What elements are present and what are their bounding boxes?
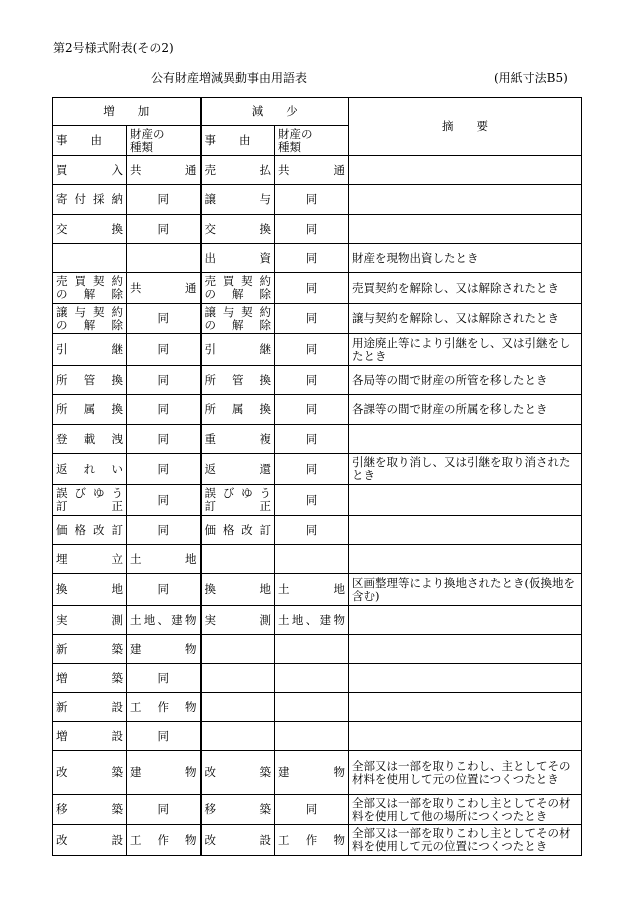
decrease-reason-cell	[201, 273, 275, 304]
reason-text-line: 移 築	[204, 802, 271, 816]
summary-cell	[349, 606, 582, 635]
decrease-reason-cell	[201, 545, 275, 574]
table-row	[53, 693, 582, 722]
kind-text: 土 地 、 建 物	[278, 612, 345, 627]
increase-kind-cell	[127, 751, 201, 795]
increase-kind-cell	[127, 606, 201, 635]
increase-kind-cell: 同	[127, 485, 201, 516]
reason-text-line: 返 れ い	[56, 461, 123, 476]
increase-reason-cell	[53, 366, 127, 395]
kind-label-line1: 財産の	[278, 126, 313, 141]
decrease-kind-cell	[275, 574, 349, 606]
reason-text-line: 所 管 換	[204, 372, 271, 387]
reason-text-line: 返 還	[204, 461, 271, 476]
decrease-kind-cell: 同	[275, 304, 349, 334]
table-row	[53, 825, 582, 856]
decrease-reason-cell	[201, 334, 275, 366]
decrease-reason-cell	[201, 185, 275, 215]
table-row	[53, 215, 582, 244]
reason-text-line: の 解 除	[204, 317, 271, 332]
reason-text-line: 寄 付 採 納	[56, 192, 123, 206]
reason-text-line: 新 設	[56, 699, 123, 714]
increase-kind-cell: 同	[127, 425, 201, 454]
summary-cell: 用途廃止等により引継をし、又は引継をしたとき	[349, 334, 582, 366]
increase-reason-cell	[53, 244, 127, 273]
table-row	[53, 244, 582, 273]
table-row	[53, 185, 582, 215]
kind-label-line2: 種類	[130, 139, 153, 154]
table-row	[53, 485, 582, 516]
increase-kind-cell	[127, 693, 201, 722]
reason-text-line: 換 地	[56, 582, 123, 596]
kind-text: 土 地	[278, 582, 345, 596]
summary-cell	[349, 693, 582, 722]
summary-cell	[349, 664, 582, 693]
table-row	[53, 574, 582, 606]
decrease-kind-cell: 同	[275, 395, 349, 425]
reason-text-line: 換 地	[204, 582, 271, 596]
table-row	[53, 795, 582, 825]
form-number: 第2号様式附表(その2)	[53, 41, 174, 55]
decrease-kind-cell: 同	[275, 795, 349, 825]
decrease-kind-cell	[275, 156, 349, 185]
increase-kind-cell	[127, 635, 201, 664]
increase-kind-cell: 同	[127, 185, 201, 215]
decrease-reason-cell	[201, 304, 275, 334]
summary-header: 摘 要	[349, 98, 582, 156]
decrease-kind-cell: 同	[275, 454, 349, 485]
summary-cell: 区画整理等により換地されたとき(仮換地を含む)	[349, 574, 582, 606]
increase-reason-cell	[53, 825, 127, 856]
increase-reason-cell	[53, 334, 127, 366]
increase-kind-cell: 同	[127, 516, 201, 545]
kind-text: 建 物	[130, 641, 197, 656]
increase-reason-cell	[53, 485, 127, 516]
decrease-reason-cell	[201, 722, 275, 751]
kind-text: 土 地 、 建 物	[130, 612, 197, 627]
table-row	[53, 751, 582, 795]
increase-kind-cell	[127, 825, 201, 856]
table-row	[53, 425, 582, 454]
reason-text-line: 実 測	[204, 612, 271, 627]
table-row	[53, 722, 582, 751]
reason-text-line: 改 築	[204, 765, 271, 779]
reason-text-line: 重 複	[204, 431, 271, 446]
decrease-kind-cell: 同	[275, 244, 349, 273]
reason-text-line: 訂 正	[56, 499, 123, 513]
decrease-reason-cell	[201, 606, 275, 635]
summary-cell: 財産を現物出資したとき	[349, 244, 582, 273]
reason-text-line: 買 入	[56, 162, 123, 177]
decrease-reason-cell	[201, 156, 275, 185]
reason-text-line: 交 換	[204, 221, 271, 236]
kind-text: 共 通	[278, 162, 345, 177]
reason-text-line: 譲 与 契 約	[56, 304, 123, 319]
increase-kind-cell: 同	[127, 366, 201, 395]
decrease-kind-cell	[275, 751, 349, 795]
summary-cell	[349, 425, 582, 454]
terms-table-body	[53, 156, 582, 856]
reason-text-line: 移 築	[56, 802, 123, 816]
decrease-kind-cell	[275, 722, 349, 751]
kind-text: 建 物	[278, 765, 345, 779]
kind-text: 建 物	[130, 765, 197, 779]
reason-text-line: 誤 び ゆ う	[204, 486, 271, 500]
decrease-reason-cell	[201, 635, 275, 664]
decrease-reason-header	[201, 126, 275, 156]
summary-cell	[349, 185, 582, 215]
reason-text-line: 埋 立	[56, 551, 123, 566]
increase-kind-cell: 同	[127, 664, 201, 693]
summary-cell	[349, 722, 582, 751]
increase-kind-cell	[127, 244, 201, 273]
kind-text: 工 作 物	[130, 832, 197, 847]
kind-text: 共 通	[130, 162, 197, 177]
decrease-reason-cell	[201, 366, 275, 395]
summary-cell	[349, 485, 582, 516]
summary-cell	[349, 215, 582, 244]
increase-reason-cell	[53, 722, 127, 751]
summary-cell: 譲与契約を解除し、又は解除されたとき	[349, 304, 582, 334]
kind-text: 共 通	[130, 280, 197, 295]
increase-reason-cell	[53, 304, 127, 334]
increase-kind-cell	[127, 273, 201, 304]
reason-text-line: 引 継	[56, 342, 123, 356]
kind-label-line1: 財産の	[130, 126, 165, 141]
increase-reason-cell	[53, 664, 127, 693]
table-row	[53, 395, 582, 425]
increase-reason-cell	[53, 516, 127, 545]
reason-label: 事 由	[204, 133, 251, 147]
decrease-reason-cell	[201, 751, 275, 795]
table-row	[53, 606, 582, 635]
increase-kind-cell	[127, 156, 201, 185]
summary-cell: 売買契約を解除し、又は解除されたとき	[349, 273, 582, 304]
table-row	[53, 664, 582, 693]
decrease-kind-cell: 同	[275, 425, 349, 454]
reason-text-line: 登 載 洩	[56, 431, 123, 446]
summary-cell: 各課等の間で財産の所属を移したとき	[349, 395, 582, 425]
increase-kind-cell: 同	[127, 395, 201, 425]
decrease-kind-cell	[275, 825, 349, 856]
decrease-kind-header	[275, 126, 349, 156]
decrease-kind-cell: 同	[275, 485, 349, 516]
increase-kind-cell: 同	[127, 215, 201, 244]
increase-kind-header	[127, 126, 201, 156]
reason-text-line: の 解 除	[56, 287, 123, 301]
reason-text-line: 所 属 換	[204, 402, 271, 416]
increase-header: 増 加	[53, 98, 201, 126]
decrease-reason-cell	[201, 425, 275, 454]
reason-text-line: 出 資	[204, 250, 271, 265]
increase-reason-header	[53, 126, 127, 156]
header-row-groups	[53, 98, 582, 126]
increase-reason-cell	[53, 156, 127, 185]
increase-reason-cell	[53, 454, 127, 485]
decrease-kind-cell: 同	[275, 273, 349, 304]
increase-kind-cell: 同	[127, 795, 201, 825]
terms-table	[52, 97, 582, 856]
increase-reason-cell	[53, 185, 127, 215]
decrease-reason-cell	[201, 664, 275, 693]
decrease-kind-cell: 同	[275, 366, 349, 395]
decrease-reason-cell	[201, 485, 275, 516]
increase-reason-cell	[53, 751, 127, 795]
reason-text-line: の 解 除	[56, 317, 123, 332]
reason-text-line: 所 属 換	[56, 402, 123, 416]
kind-text: 工 作 物	[130, 699, 197, 714]
kind-label-line2: 種類	[278, 139, 301, 154]
summary-cell: 各局等の間で財産の所管を移したとき	[349, 366, 582, 395]
table-row	[53, 273, 582, 304]
reason-text-line: 交 換	[56, 221, 123, 236]
increase-reason-cell	[53, 395, 127, 425]
reason-text-line: 訂 正	[204, 499, 271, 513]
decrease-reason-cell	[201, 395, 275, 425]
reason-text-line: 増 設	[56, 728, 123, 743]
increase-kind-cell: 同	[127, 454, 201, 485]
increase-kind-cell: 同	[127, 334, 201, 366]
decrease-kind-cell: 同	[275, 516, 349, 545]
decrease-kind-cell: 同	[275, 185, 349, 215]
decrease-kind-cell	[275, 606, 349, 635]
decrease-kind-cell	[275, 664, 349, 693]
decrease-reason-cell	[201, 795, 275, 825]
kind-text: 工 作 物	[278, 832, 345, 847]
table-row	[53, 516, 582, 545]
reason-label: 事 由	[56, 133, 102, 147]
increase-reason-cell	[53, 635, 127, 664]
summary-cell: 全部又は一部を取りこわし主としてその材料を使用して元の位置につくつたとき	[349, 825, 582, 856]
decrease-kind-cell: 同	[275, 215, 349, 244]
increase-reason-cell	[53, 273, 127, 304]
decrease-kind-cell	[275, 693, 349, 722]
summary-cell	[349, 545, 582, 574]
decrease-reason-cell	[201, 825, 275, 856]
reason-text-line: 引 継	[204, 342, 271, 356]
increase-kind-cell: 同	[127, 722, 201, 751]
decrease-reason-cell	[201, 693, 275, 722]
reason-text-line: 改 設	[56, 832, 123, 847]
reason-text-line: 誤 び ゆ う	[56, 486, 123, 500]
reason-text-line: 売 買 契 約	[56, 274, 123, 288]
increase-reason-cell	[53, 693, 127, 722]
increase-kind-cell: 同	[127, 574, 201, 606]
decrease-kind-cell	[275, 545, 349, 574]
table-row	[53, 635, 582, 664]
reason-text-line: 増 築	[56, 670, 123, 685]
table-row	[53, 156, 582, 185]
table-row	[53, 304, 582, 334]
table-row	[53, 545, 582, 574]
table-row	[53, 334, 582, 366]
decrease-header: 減 少	[201, 98, 349, 126]
table-row	[53, 366, 582, 395]
increase-kind-cell	[127, 545, 201, 574]
increase-reason-cell	[53, 574, 127, 606]
summary-cell	[349, 516, 582, 545]
decrease-reason-cell	[201, 244, 275, 273]
summary-cell: 引継を取り消し、又は引継を取り消されたとき	[349, 454, 582, 485]
reason-text-line: 新 築	[56, 641, 123, 656]
decrease-reason-cell	[201, 215, 275, 244]
summary-cell	[349, 635, 582, 664]
table-row	[53, 454, 582, 485]
summary-cell	[349, 156, 582, 185]
kind-text: 土 地	[130, 551, 197, 566]
reason-text-line: 改 築	[56, 765, 123, 779]
reason-text-line: 譲 与 契 約	[204, 304, 271, 319]
reason-text-line: 売 払	[204, 162, 271, 177]
decrease-reason-cell	[201, 574, 275, 606]
reason-text-line: 価 格 改 訂	[56, 522, 123, 537]
increase-reason-cell	[53, 545, 127, 574]
reason-text-line: 価 格 改 訂	[204, 522, 271, 537]
reason-text-line: 所 管 換	[56, 372, 123, 387]
decrease-kind-cell: 同	[275, 334, 349, 366]
decrease-reason-cell	[201, 454, 275, 485]
decrease-reason-cell	[201, 516, 275, 545]
reason-text-line: 譲 与	[204, 192, 271, 206]
reason-text-line: 売 買 契 約	[204, 274, 271, 288]
increase-kind-cell: 同	[127, 304, 201, 334]
document-title: 公有財産増減異動事由用語表	[151, 71, 308, 85]
paper-size-note: (用紙寸法B5)	[494, 71, 568, 85]
reason-text-line: の 解 除	[204, 287, 271, 301]
increase-reason-cell	[53, 606, 127, 635]
reason-text-line: 改 設	[204, 832, 271, 847]
summary-cell: 全部又は一部を取りこわし主としてその材料を使用して他の場所につくつたとき	[349, 795, 582, 825]
reason-text-line: 実 測	[56, 612, 123, 627]
increase-reason-cell	[53, 215, 127, 244]
summary-cell: 全部又は一部を取りこわし、主としてその材料を使用して元の位置につくつたとき	[349, 751, 582, 795]
increase-reason-cell	[53, 425, 127, 454]
decrease-kind-cell	[275, 635, 349, 664]
increase-reason-cell	[53, 795, 127, 825]
